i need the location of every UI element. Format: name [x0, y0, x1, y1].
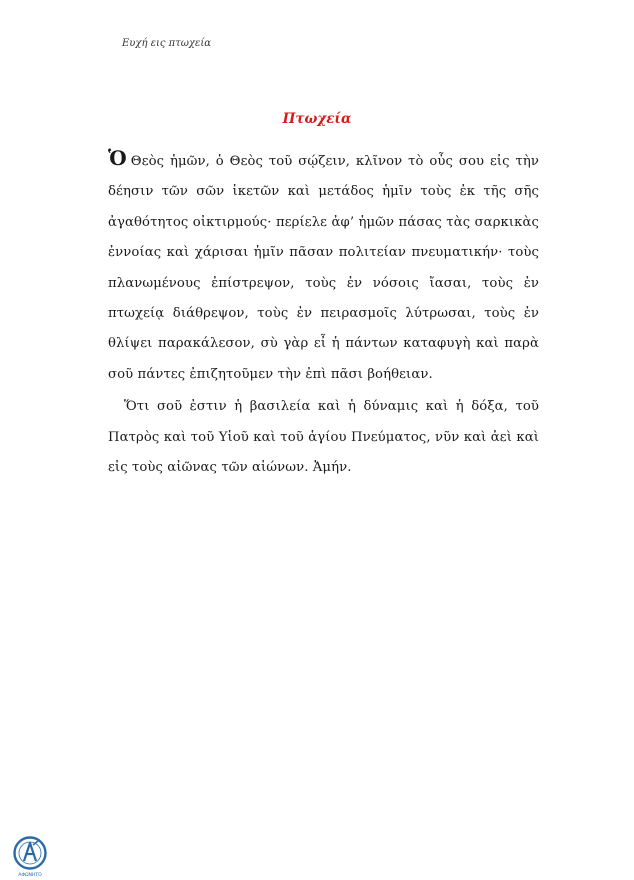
prayer-title: Πτωχεία: [282, 111, 352, 127]
prayer-body: [108, 147, 539, 483]
publisher-logo-icon: [10, 834, 50, 878]
running-header: Ευχή εις πτωχεία: [122, 38, 212, 49]
prayer-paragraph-1: [108, 147, 539, 390]
paragraph-1-text: Θεὸς ἡμῶν, ὁ Θεὸς τοῦ σῴζειν, κλῖνον τὸ οὖς σου εἰς τὴν δέησιν τῶν σῶν ἱκετῶν καὶ μετάδος ἡμῖν τοὺς ἐκ τῆς σῆς ἀγαθότητος οἰκτιρμούς· περίελε ἀφ’ ἡμῶν πάσας τὰς σαρκικὰς ἐννοίας καὶ χάρισαι ἡμῖν πᾶσαν πολιτείαν πνευματικήν· τοὺς πλανωμένους ἐπίστρεψον, τοὺς ἐν νόσοις ἴασαι, τοὺς ἐν πτωχείᾳ διάθρεψον, τοὺς ἐν πειρασμοῖς λύτρωσαι, τοὺς ἐν θλίψει παρακάλεσον, σὺ γὰρ εἶ ἡ πάντων καταφυγὴ καὶ παρὰ σοῦ πάντες ἐπιζητοῦμεν τὴν ἐπὶ πᾶσι βοήθειαν.: [108, 154, 539, 382]
logo-lettering: ΑΦΩΝΗΤΟ: [18, 873, 42, 878]
drop-cap: Ὁ: [108, 146, 127, 170]
prayer-paragraph-2: Ὅτι σοῦ ἐστιν ἡ βασιλεία καὶ ἡ δύναμις καὶ ἡ δόξα, τοῦ Πατρὸς καὶ τοῦ Υἱοῦ καὶ τοῦ ἁγίου Πνεύματος, νῦν καὶ ἀεὶ καὶ εἰς τοὺς αἰῶνας τῶν αἰώνων. Ἀμήν.: [108, 399, 539, 476]
